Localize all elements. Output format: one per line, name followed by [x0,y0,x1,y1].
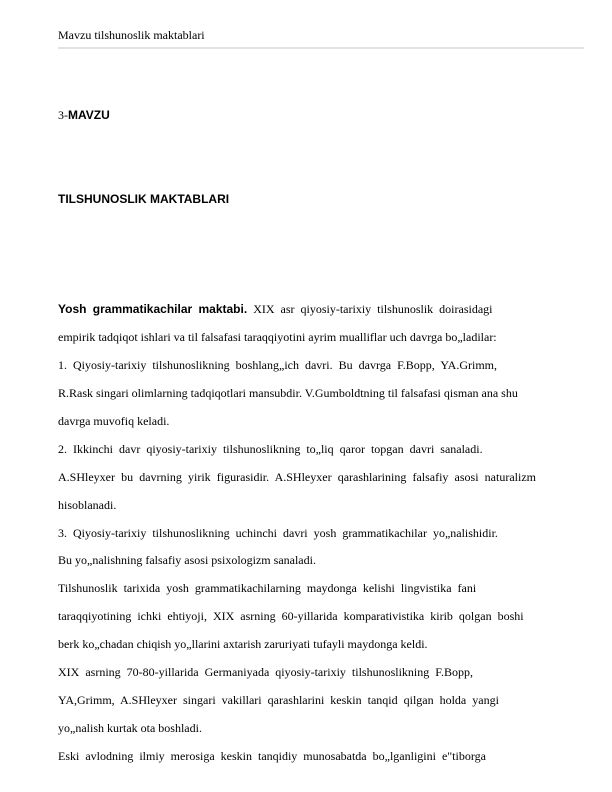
body-line-1-text: XIX asr qiyosiy-tarixiy tilshunoslik doirasidagi [247,302,493,316]
body-line-2: empirik tadqiqot ishlari va til falsafasi taraqqiyotini ayrim mualliflar uch davrga bo„ladilar: [58,330,497,344]
body-line-11: Tilshunoslik tarixida yosh grammatikachilarning maydonga kelishi lingvistika fani [58,581,477,595]
body-line-9: 3. Qiyosiy-tarixiy tilshunoslikning uchinchi davri yosh grammatikachilar yo„nalishidir. [58,526,498,540]
body-line-5: davrga muvofiq keladi. [58,414,170,428]
body-line-8: hisoblanadi. [58,498,117,512]
body-line-14: XIX asrning 70-80-yillarida Germaniyada qiyosiy-tarixiy tilshunoslikning F.Bopp, [58,665,473,679]
body-line-3: 1. Qiyosiy-tarixiy tilshunoslikning boshlang„ich davri. Bu davrga F.Bopp, YA.Grimm, [58,358,498,372]
body-line-17: Eski avlodning ilmiy merosiga keskin tanqidiy munosabatda bo„lganligini e"tiborga [58,749,486,763]
body-line-4: R.Rask singari olimlarning tadqiqotlari mansubdir. V.Gumboldtning til falsafasi qisman ana shu [58,386,518,400]
topic-number-label [58,108,110,122]
topic-number: 3- [58,108,68,122]
body-line-6: 2. Ikkinchi davr qiyosiy-tarixiy tilshunoslikning to„liq qaror topgan davri sanaladi. [58,442,483,456]
header-divider [58,47,584,49]
body-line-13: berk ko„chadan chiqish yo„llarini axtarish zaruriyati tufayli maydonga keldi. [58,637,428,651]
body-line-7: A.SHleyxer bu davrning yirik figurasidir. A.SHleyxer qarashlarining falsafiy asosi naturalizm [58,470,536,484]
body-line-16: yo„nalish kurtak ota boshladi. [58,721,202,735]
body-line-15: YA,Grimm, A.SHleyxer singari vakillari qarashlarini keskin tanqid qilgan holda yangi [58,693,499,707]
topic-word: MAVZU [68,108,110,122]
body-line-10: Bu yo„nalishning falsafiy asosi psixologizm sanaladi. [58,553,316,567]
body-line-12: taraqqiyotining ichki ehtiyoji, XIX asrning 60-yillarida komparativistika kirib qolgan boshi [58,609,524,623]
topic-title: TILSHUNOSLIK MAKTABLARI [58,192,230,206]
section-lead: Yosh grammatikachilar maktabi. [58,302,248,316]
running-header: Mavzu tilshunoslik maktablari [58,28,205,42]
body-line-1 [58,302,493,316]
